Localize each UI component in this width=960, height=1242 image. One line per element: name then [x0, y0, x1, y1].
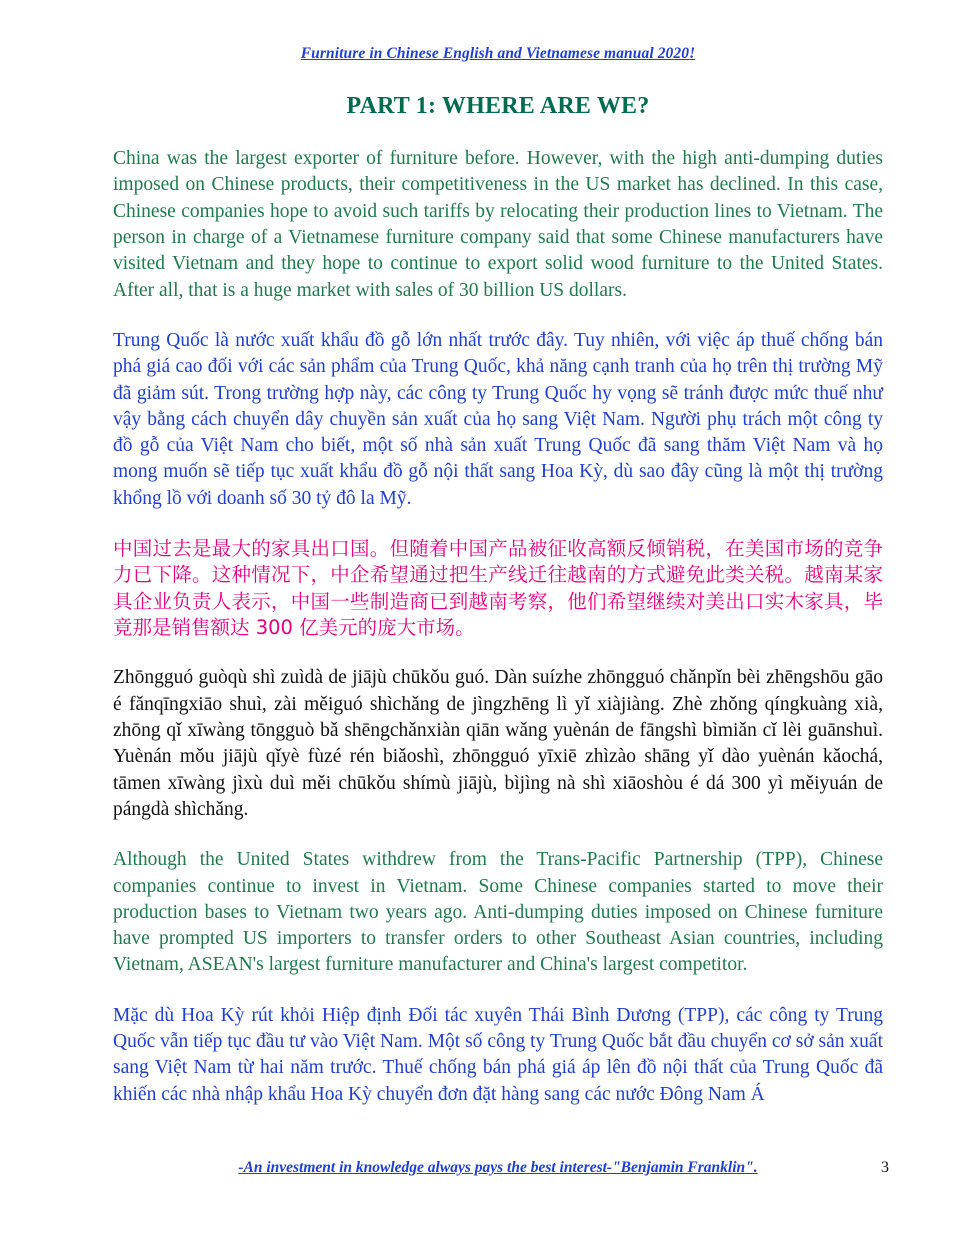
paragraph-vietnamese-2: Mặc dù Hoa Kỳ rút khỏi Hiệp định Đối tác xuyên Thái Bình Dương (TPP), các công ty Trung Quốc vẫn tiếp tục đầu tư vào Việt Nam. Một số công ty Trung Quốc bắt đầu chuyển cơ sở sản xuất sang Việt Nam từ hai năm trước. Thuế chống bán phá giá áp lên đồ nội thất của Trung Quốc đã khiến các nhà nhập khẩu Hoa Kỳ chuyển đơn đặt hàng sang các nước Đông Nam Á [113, 1004, 883, 1105]
page-footer [113, 1159, 889, 1177]
page-number: 3 [881, 1159, 889, 1176]
paragraph-english-1: China was the largest exporter of furniture before. However, with the high anti-dumping duties imposed on Chinese products, their competitiveness in the US market has declined. In this case, Chinese companies hope to avoid such tariffs by relocating their production lines to Vietnam. The person in charge of a Vietnamese furniture company said that some Chinese manufacturers have visited Vietnam and they hope to continue to export solid wood furniture to the United States. After all, that is a huge market with sales of 30 billion US dollars. [113, 148, 883, 301]
document-body [113, 45, 883, 1108]
document-header: Furniture in Chinese English and Vietnamese manual 2020! [300, 45, 696, 62]
page-title: PART 1: WHERE ARE WE? [346, 93, 650, 119]
paragraph-pinyin-1: Zhōngguó guòqù shì zuìdà de jiājù chūkǒu guó. Dàn suízhe zhōngguó chǎnpǐn bèi zhēngshōu gāo é fǎnqīngxiāo shuì, zài měiguó shìchǎng de jìngzhēng lì yǐ xiàjiàng. Zhè zhǒng qíngkuàng xià, zhōng qǐ xīwàng tōngguò bǎ shēngchǎnxiàn qiān wǎng yuènán de fāngshì bìmiǎn cǐ lèi guānshuì. Yuènán mǒu jiājù qǐyè fùzé rén biǎoshì, zhōngguó yīxiē zhìzào shāng yǐ dào yuènán kǎochá, tāmen xīwàng jìxù duì měi chūkǒu shímù jiājù, bìjìng nà shì xiāoshòu é dá 300 yì měiyuán de pángdà shìchǎng. [113, 667, 883, 820]
paragraph-english-2: Although the United States withdrew from the Trans-Pacific Partnership (TPP), Chinese companies continue to invest in Vietnam. Some Chinese companies started to move their production bases to Vietnam two years ago. Anti-dumping duties imposed on Chinese furniture have prompted US importers to transfer orders to other Southeast Asian countries, including Vietnam, ASEAN's largest furniture manufacturer and China's largest competitor. [113, 849, 883, 976]
footer-quote: -An investment in knowledge always pays the best interest-"Benjamin Franklin". [238, 1159, 758, 1176]
paragraph-vietnamese-1: Trung Quốc là nước xuất khẩu đồ gỗ lớn nhất trước đây. Tuy nhiên, với việc áp thuế chống bán phá giá cao đối với các sản phẩm của Trung Quốc, khả năng cạnh tranh của họ trên thị trường Mỹ đã giảm sút. Trong trường hợp này, các công ty Trung Quốc hy vọng sẽ tránh được mức thuế như vậy bằng cách chuyển dây chuyền sản xuất của họ sang Việt Nam. Người phụ trách một công ty đồ gỗ của Việt Nam cho biết, một số nhà sản xuất Trung Quốc đã sang thăm Việt Nam và họ mong muốn sẽ tiếp tục xuất khẩu đồ gỗ nội thất sang Hoa Kỳ, dù sao đây cũng là một thị trường khổng lồ với doanh số 30 tỷ đô la Mỹ. [113, 329, 883, 509]
paragraph-chinese-1: 中国过去是最大的家具出口国。但随着中国产品被征收高额反倾销税，在美国市场的竞争力已下降。这种情况下，中企希望通过把生产线迁往越南的方式避免此类关税。越南某家具企业负责人表示，中国一些制造商已到越南考察，他们希望继续对美出口实木家具，毕竟那是销售额达 300 亿美元的庞大市场。 [113, 537, 883, 639]
